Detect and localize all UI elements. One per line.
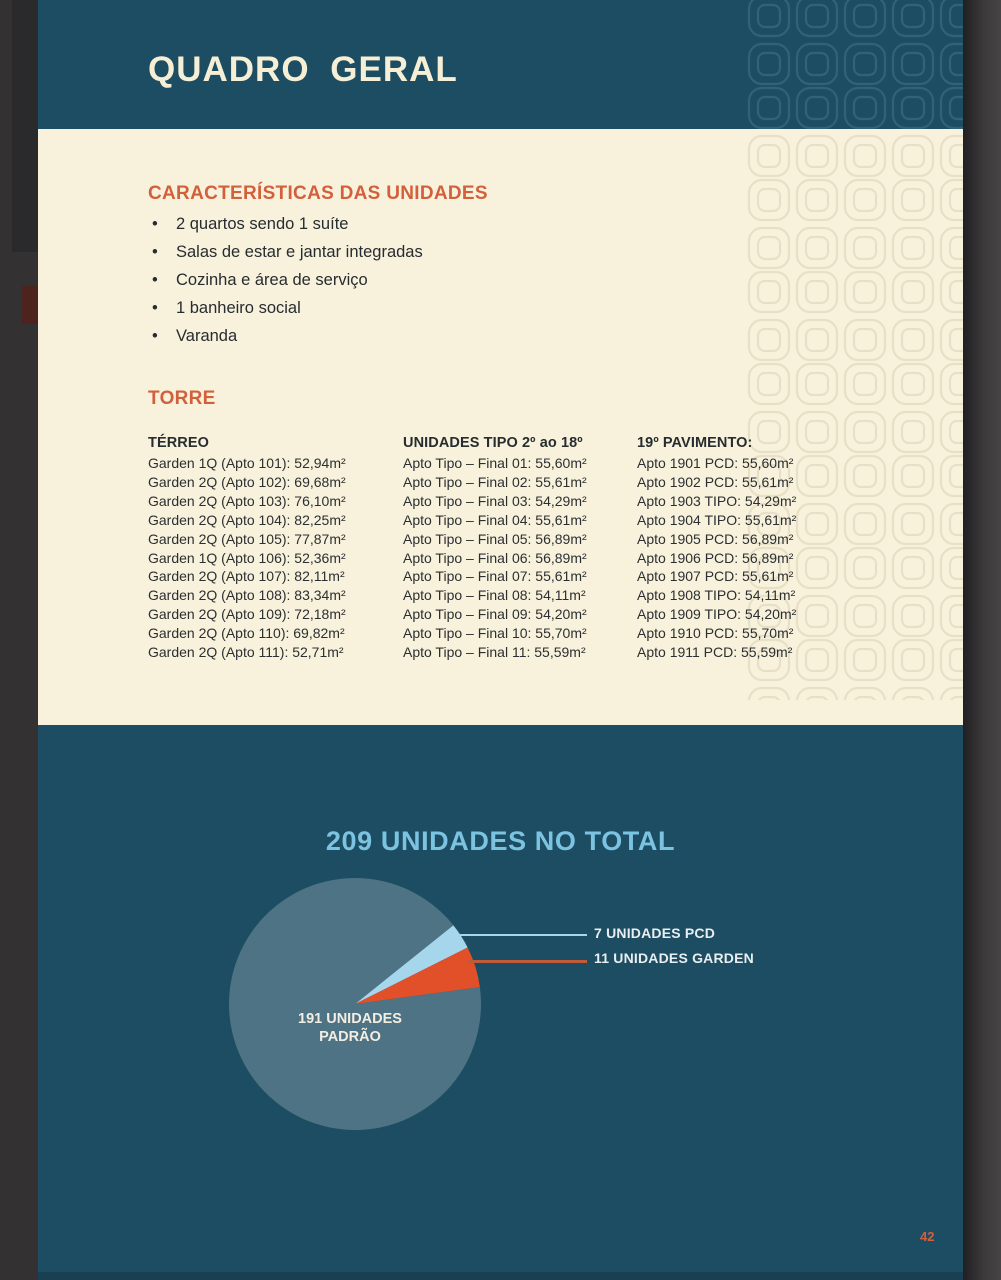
unit-row: Garden 2Q (Apto 110): 69,82m²: [148, 625, 345, 642]
pcd-leader-line: [455, 934, 587, 936]
document-page: [38, 0, 963, 1280]
unit-row: Apto 1910 PCD: 55,70m²: [637, 625, 794, 642]
garden-label: 11 UNIDADES GARDEN: [594, 950, 754, 966]
unit-row: Apto 1901 PCD: 55,60m²: [637, 455, 794, 471]
column-19-pavimento: [637, 434, 796, 662]
unit-row: Garden 1Q (Apto 106): 52,36m²: [148, 549, 346, 566]
unit-row: Apto Tipo – Final 08: 54,11m²: [403, 587, 586, 604]
unit-row: Garden 2Q (Apto 103): 76,10m²: [148, 492, 346, 509]
unit-row: Apto Tipo – Final 01: 55,60m²: [403, 455, 587, 471]
unit-row: Garden 2Q (Apto 105): 77,87m²: [148, 530, 346, 547]
page-bottom-shadow: [38, 1272, 963, 1280]
unit-row: Garden 2Q (Apto 109): 72,18m²: [148, 606, 346, 623]
unit-row: Apto 1907 PCD: 55,61m²: [637, 568, 794, 585]
terreo-rows: [148, 454, 346, 662]
characteristic-item: • Cozinha e área de serviço: [150, 266, 423, 294]
garden-leader-line: [468, 960, 587, 963]
unit-row: Apto Tipo – Final 07: 55,61m²: [403, 568, 587, 585]
column-header-19-pavimento: 19º PAVIMENTO:: [637, 435, 753, 451]
chart-title: 209 UNIDADES NO TOTAL: [325, 826, 676, 856]
unit-row: Apto 1906 PCD: 56,89m²: [637, 549, 794, 566]
unit-row: Apto 1904 TIPO: 55,61m²: [637, 511, 797, 528]
viewer-left-strip: [0, 0, 38, 1280]
column-terreo: [148, 434, 346, 662]
unit-row: Apto 1902 PCD: 55,61m²: [637, 473, 794, 490]
padrao-label: 191 UNIDADES PADRÃO: [298, 1011, 402, 1045]
unit-row: Apto 1905 PCD: 56,89m²: [637, 530, 794, 547]
pavimento-rows: [637, 454, 796, 662]
unit-row: Apto Tipo – Final 09: 54,20m²: [403, 606, 587, 623]
unit-row: Apto Tipo – Final 06: 56,89m²: [403, 549, 587, 566]
unit-row: Apto 1908 TIPO: 54,11m²: [637, 587, 796, 604]
viewer-right-strip: [963, 0, 1001, 1280]
column-header-unidades-tipo: UNIDADES TIPO 2º ao 18º: [403, 435, 583, 451]
unit-row: Apto Tipo – Final 05: 56,89m²: [403, 530, 587, 547]
column-header-terreo: TÉRREO: [148, 435, 210, 451]
unit-row: Apto Tipo – Final 03: 54,29m²: [403, 492, 587, 509]
column-unidades-tipo: [403, 434, 587, 662]
unidades-tipo-rows: [403, 454, 587, 662]
pie-chart: [229, 878, 481, 1130]
characteristic-item: • 1 banheiro social: [150, 294, 423, 322]
unit-row: Apto Tipo – Final 10: 55,70m²: [403, 625, 587, 642]
viewer-sidebar-shadow: [12, 0, 38, 252]
characteristics-heading: CARACTERÍSTICAS DAS UNIDADES: [148, 183, 488, 204]
unit-row: Apto Tipo – Final 04: 55,61m²: [403, 511, 587, 528]
unit-row: Garden 2Q (Apto 108): 83,34m²: [148, 587, 346, 604]
unit-row: Garden 1Q (Apto 101): 52,94m²: [148, 455, 346, 471]
unit-row: Apto Tipo – Final 11: 55,59m²: [403, 644, 586, 661]
characteristic-item: • 2 quartos sendo 1 suíte: [150, 210, 423, 238]
page-title: QUADRO GERAL: [148, 50, 458, 89]
unit-row: Garden 2Q (Apto 104): 82,25m²: [148, 511, 346, 528]
characteristics-list: [150, 210, 423, 350]
unit-row: Apto Tipo – Final 02: 55,61m²: [403, 473, 587, 490]
unit-row: Apto 1909 TIPO: 54,20m²: [637, 606, 797, 623]
unit-row: Garden 2Q (Apto 102): 69,68m²: [148, 473, 346, 490]
unit-row: Garden 2Q (Apto 107): 82,11m²: [148, 568, 345, 585]
characteristic-item: • Salas de estar e jantar integradas: [150, 238, 423, 266]
thumbnail-edge: [22, 286, 38, 324]
page-number: 42: [920, 1229, 935, 1244]
unit-row: Apto 1911 PCD: 55,59m²: [637, 644, 793, 661]
unit-row: Garden 2Q (Apto 111): 52,71m²: [148, 644, 344, 661]
pcd-label: 7 UNIDADES PCD: [594, 925, 716, 941]
chart-band: [38, 725, 963, 1280]
characteristic-item: • Varanda: [150, 322, 423, 350]
pie-slice: [229, 878, 481, 1130]
unit-row: Apto 1903 TIPO: 54,29m²: [637, 492, 797, 509]
torre-heading: TORRE: [148, 388, 216, 409]
